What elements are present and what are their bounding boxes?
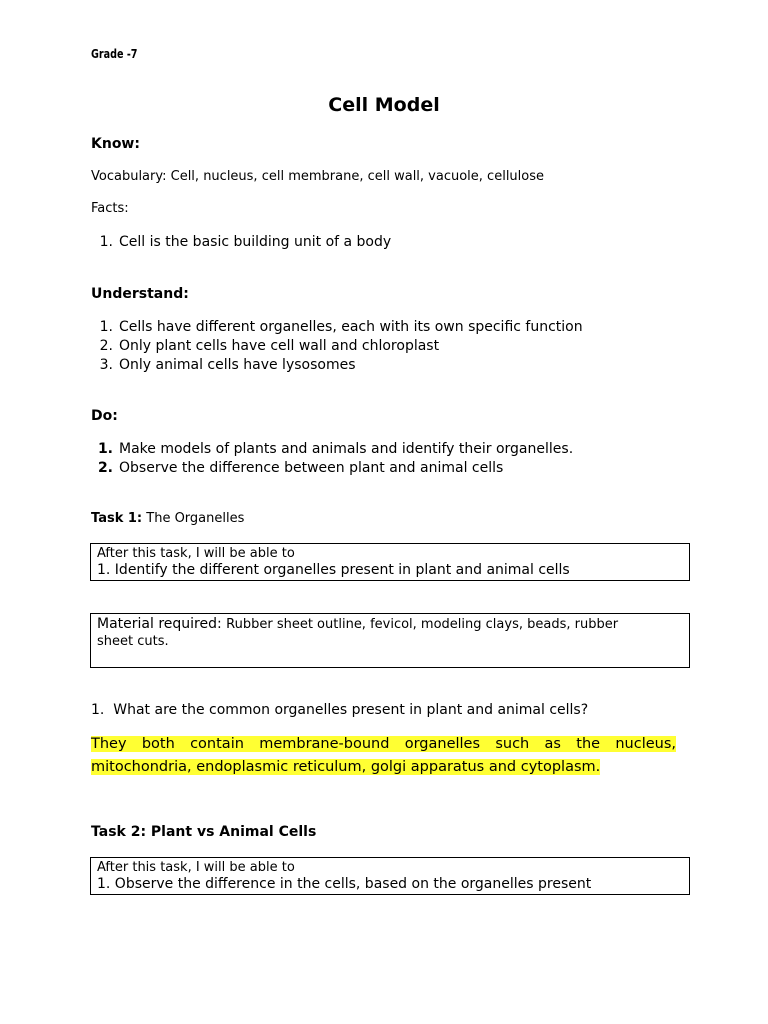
facts-label: Facts: [91, 201, 129, 216]
materials-label: Material required: [97, 616, 222, 632]
do-heading: Do: [91, 408, 118, 424]
task2-heading: Task 2: Plant vs Animal Cells [91, 824, 317, 840]
page-title: Cell Model [328, 94, 440, 116]
outcome-intro: After this task, I will be able to [97, 546, 295, 561]
task2-outcome-box [90, 857, 690, 895]
task1-outcome-box [90, 543, 690, 581]
outcome-item: 1. Observe the difference in the cells, based on the organelles present [97, 876, 592, 892]
materials-list-cont: sheet cuts. [97, 634, 169, 649]
materials-list: Rubber sheet outline, fevicol, modeling clays, beads, rubber [226, 617, 619, 632]
understand-item: 2. Only plant cells have cell wall and chloroplast [99, 338, 440, 354]
understand-item: 3. Only animal cells have lysosomes [99, 357, 356, 373]
vocabulary-line: Vocabulary: Cell, nucleus, cell membrane, cell wall, vacuole, cellulose [91, 169, 545, 184]
question-1: 1. What are the common organelles present in plant and animal cells? [91, 702, 589, 718]
answer-line-1: They both contain membrane-bound organelles such as the nucleus, [91, 736, 676, 752]
understand-heading: Understand: [91, 286, 189, 302]
fact-item: 1. Cell is the basic building unit of a body [99, 234, 392, 250]
know-heading: Know: [91, 136, 140, 152]
answer-line-2: mitochondria, endoplasmic reticulum, golgi apparatus and cytoplasm. [91, 759, 601, 775]
grade-label: Grade -7 [91, 47, 138, 61]
understand-item: 1. Cells have different organelles, each with its own specific function [99, 319, 583, 335]
highlighted-answer [91, 733, 676, 779]
outcome-item: 1. Identify the different organelles present in plant and animal cells [97, 562, 570, 578]
task1-heading: Task 1: The Organelles [91, 511, 245, 526]
materials-box [90, 613, 690, 668]
do-item: 1. Make models of plants and animals and identify their organelles. [97, 441, 574, 457]
outcome-intro: After this task, I will be able to [97, 860, 295, 875]
do-item: 2. Observe the difference between plant and animal cells [97, 460, 504, 476]
